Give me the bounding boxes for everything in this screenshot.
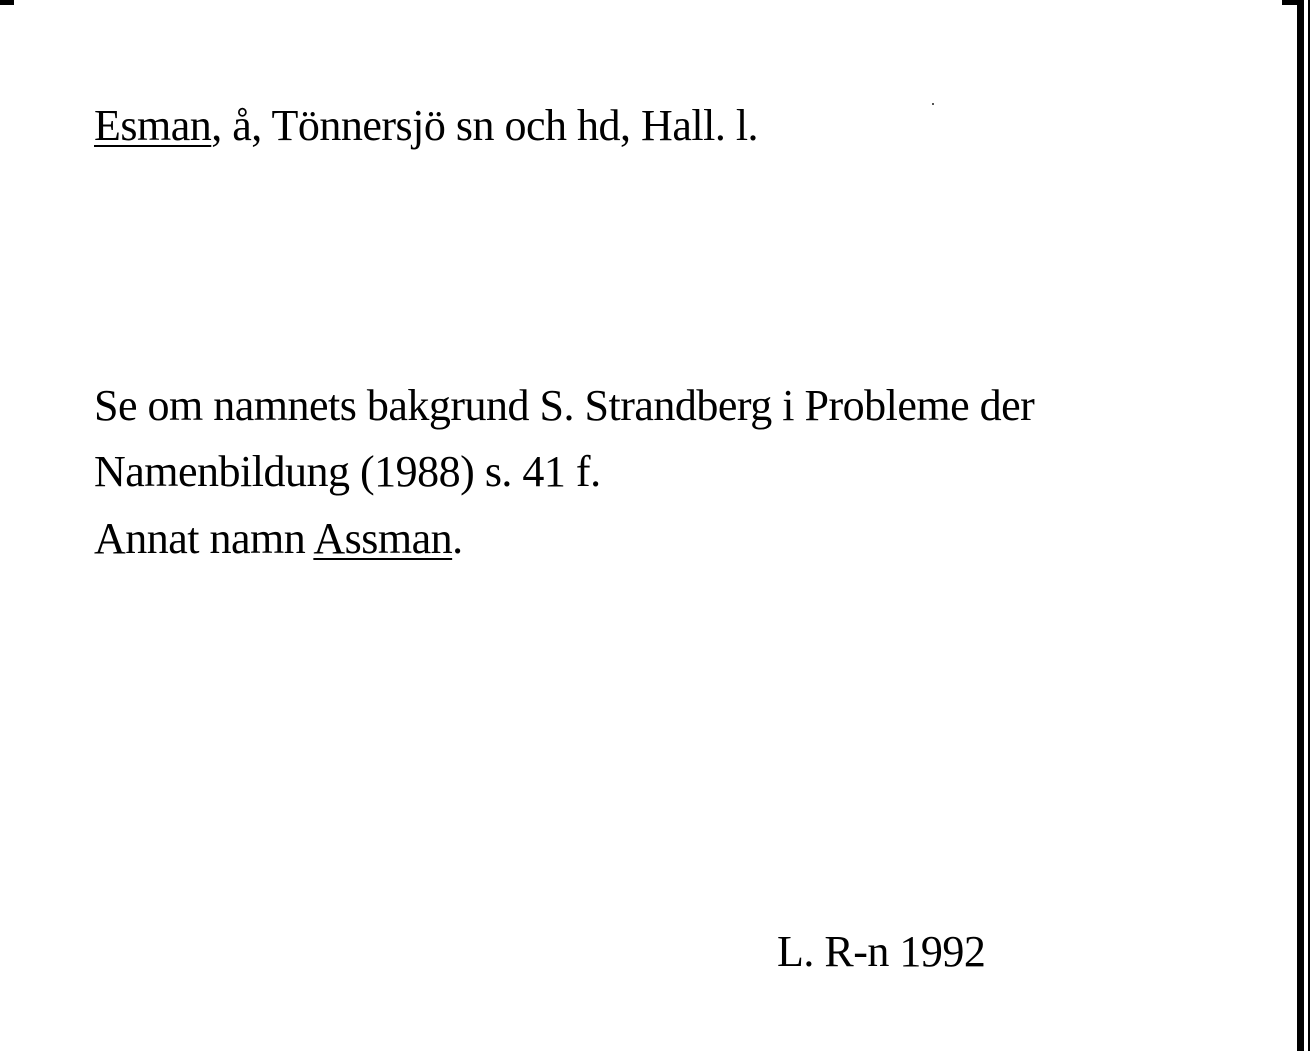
headword: Esman bbox=[94, 101, 212, 150]
heading-details: , å, Tönnersjö sn och hd, Hall. l. bbox=[211, 101, 759, 150]
signature: L. R-n 1992 bbox=[777, 927, 986, 976]
body-line-3 bbox=[94, 514, 463, 563]
card-right-border bbox=[1297, 0, 1304, 1051]
body-line-1: Se om namnets bakgrund S. Strandberg i Probleme der bbox=[94, 381, 1035, 430]
alt-name-prefix: Annat namn bbox=[94, 514, 314, 563]
alt-name: Assman bbox=[313, 514, 453, 563]
entry-heading bbox=[94, 101, 759, 150]
body-line-2: Namenbildung (1988) s. 41 f. bbox=[94, 447, 601, 496]
alt-name-suffix: . bbox=[452, 514, 463, 563]
scan-speck bbox=[932, 103, 934, 105]
card-edge-mark-left bbox=[0, 0, 14, 5]
